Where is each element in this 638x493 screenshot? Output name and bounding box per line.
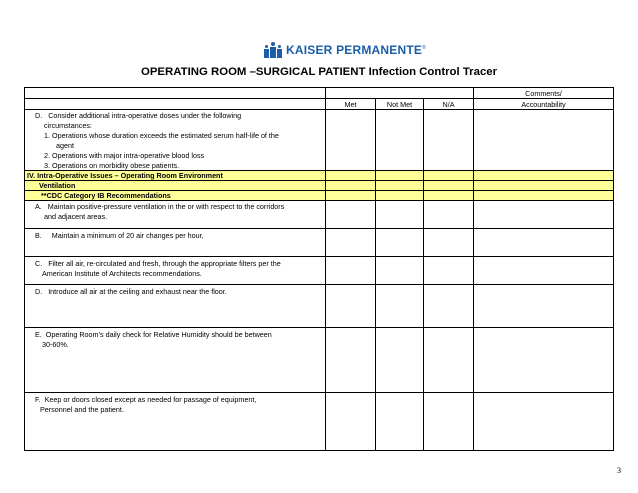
not-met-cell[interactable] [376, 285, 424, 328]
tracer-table [24, 87, 614, 451]
kaiser-logo [263, 42, 426, 58]
not-met-cell[interactable] [376, 229, 424, 257]
item-a-cell [25, 201, 326, 229]
section-sub: Ventilation [25, 181, 326, 191]
met-cell[interactable] [326, 285, 376, 328]
header-met: Met [326, 99, 376, 110]
item-e-cell [25, 328, 326, 393]
met-cell[interactable] [326, 110, 376, 171]
table-row [25, 257, 614, 285]
na-cell[interactable] [424, 328, 474, 393]
not-met-cell[interactable] [376, 110, 424, 171]
na-cell[interactable] [424, 285, 474, 328]
item-c-text: C. Filter all air, re-circulated and fresh, through the appropriate filters per the [35, 259, 281, 268]
not-met-cell[interactable] [376, 201, 424, 229]
na-cell[interactable] [424, 393, 474, 451]
item-d-cont: circumstances: [44, 121, 92, 130]
not-met-cell[interactable] [376, 257, 424, 285]
item-c-cell [25, 257, 326, 285]
comments-cell[interactable] [474, 257, 614, 285]
item-d-cell [25, 110, 326, 171]
comments-cell[interactable] [474, 328, 614, 393]
item-f-text: F. Keep or doors closed except as needed for passage of equipment, [35, 395, 257, 404]
comments-cell[interactable] [474, 201, 614, 229]
header-span [326, 88, 474, 99]
comments-cell[interactable] [474, 110, 614, 171]
item-c-cont: American Institute of Architects recommendations. [42, 269, 202, 278]
not-met-cell[interactable] [376, 393, 424, 451]
met-cell[interactable] [326, 257, 376, 285]
section-sub-row [25, 181, 614, 191]
section-category: **CDC Category IB Recommendations [25, 191, 326, 201]
met-cell[interactable] [326, 393, 376, 451]
item-b-cell [25, 229, 326, 257]
logo-text: KAISER PERMANENTE® [286, 43, 426, 57]
item-d-sub1: 1. Operations whose duration exceeds the estimated serum half-life of the [44, 131, 279, 140]
kaiser-people-icon [263, 42, 283, 58]
table-row [25, 285, 614, 328]
item-d2-cell [25, 285, 326, 328]
item-d-sub1-cont: agent [56, 141, 74, 150]
item-a-text: A. Maintain positive-pressure ventilation in the or with respect to the corridors [35, 202, 285, 211]
section-heading-row [25, 171, 614, 181]
table-row [25, 201, 614, 229]
section-heading: IV. Intra-Operative Issues – Operating Room Environment [25, 171, 326, 181]
na-cell[interactable] [424, 229, 474, 257]
item-f-cell [25, 393, 326, 451]
page-number: 3 [617, 466, 621, 475]
item-d-sub2: 2. Operations with major intra-operative blood loss [44, 151, 205, 160]
comments-cell[interactable] [474, 285, 614, 328]
header-row [25, 99, 614, 110]
table-row [25, 110, 614, 171]
item-f-cont: Personnel and the patient. [40, 405, 124, 414]
item-a-cont: and adjacent areas. [44, 212, 108, 221]
table-row [25, 229, 614, 257]
na-cell[interactable] [424, 201, 474, 229]
na-cell[interactable] [424, 257, 474, 285]
item-b-text: B. Maintain a minimum of 20 air changes per hour, [35, 231, 204, 240]
table-row [25, 393, 614, 451]
met-cell[interactable] [326, 201, 376, 229]
header-na: N/A [424, 99, 474, 110]
item-d-text: D. Consider additional intra-operative doses under the following [35, 111, 242, 120]
section-category-row [25, 191, 614, 201]
header-accountability: Accountability [474, 99, 614, 110]
not-met-cell[interactable] [376, 328, 424, 393]
comments-cell[interactable] [474, 229, 614, 257]
page-title: OPERATING ROOM –SURGICAL PATIENT Infection Control Tracer [140, 66, 498, 78]
comments-cell[interactable] [474, 393, 614, 451]
header-row-top [25, 88, 614, 99]
header-blank [25, 88, 326, 99]
header-not-met: Not Met [376, 99, 424, 110]
header-blank-2 [25, 99, 326, 110]
met-cell[interactable] [326, 229, 376, 257]
item-d-sub3: 3. Operations on morbidity obese patients. [44, 161, 180, 170]
item-e-cont: 30-60%. [42, 340, 69, 349]
item-e-text: E. Operating Room’s daily check for Relative Humidity should be between [35, 330, 272, 339]
header-comments: Comments/ [474, 88, 614, 99]
table-row [25, 328, 614, 393]
na-cell[interactable] [424, 110, 474, 171]
met-cell[interactable] [326, 328, 376, 393]
item-d2-text: D. Introduce all air at the ceiling and exhaust near the floor. [35, 287, 227, 296]
